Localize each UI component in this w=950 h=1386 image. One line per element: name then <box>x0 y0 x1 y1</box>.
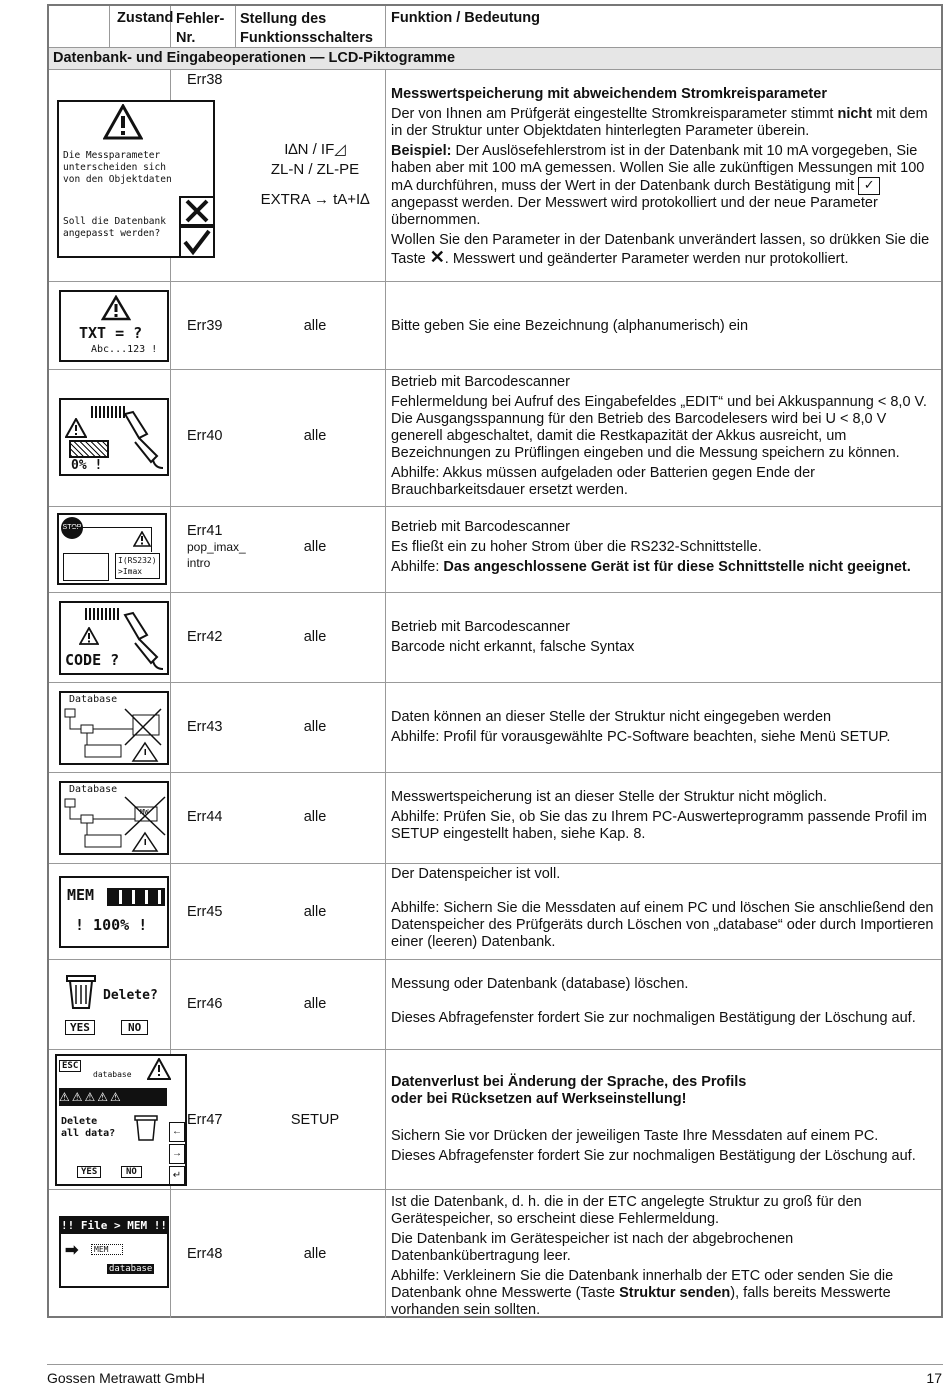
cancel-key[interactable] <box>179 196 215 226</box>
device-icon <box>63 553 109 581</box>
function-description: Messung oder Datenbank (database) löschen. Dieses Abfragefenster fordert Sie zur nochmaligen Bestätigung der Löschung auf. <box>391 976 916 1026</box>
function-description: Datenverlust bei Änderung der Sprache, des Profils oder bei Rücksetzen auf Werkseinstellung! Sichern Sie vor Drücken der jeweiligen Taste Ihre Messdaten auf einem PC. Dieses Abfragefenster fordert Sie zur nochmaligen Bestätigung der Löschung auf. <box>391 1074 916 1164</box>
error-number: Err47 <box>187 1112 223 1128</box>
right-arrow-key[interactable]: → <box>169 1144 185 1164</box>
error-table <box>47 4 943 1318</box>
lcd-pictogram: CODE ? <box>59 601 169 675</box>
lcd-pictogram: STOP I(RS232) >Imax <box>57 513 167 585</box>
tree-icon <box>61 795 167 853</box>
stop-icon: STOP <box>61 517 83 539</box>
col-state-header: Zustand <box>117 10 174 26</box>
lcd-pictogram: Database MW <box>59 781 169 855</box>
scanner-icon <box>117 410 167 470</box>
switch-position: alle <box>303 809 327 825</box>
check-icon: ✓ <box>858 177 880 195</box>
switch-position: alle <box>303 719 327 735</box>
esc-key[interactable]: ESC <box>59 1060 81 1072</box>
table-row <box>49 70 941 282</box>
switch-position: alle <box>303 1246 327 1262</box>
lcd-pictogram: Database <box>59 691 169 765</box>
yes-button[interactable]: YES <box>65 1020 95 1035</box>
switch-position: alle <box>303 629 327 645</box>
warning-icon <box>79 627 99 645</box>
error-number: Err42 <box>187 629 223 645</box>
function-description: Bitte geben Sie eine Bezeichnung (alphanumerisch) ein <box>391 318 749 334</box>
switch-position: alle <box>303 539 327 555</box>
lcd-pictogram: MEM ! 100% ! <box>59 876 169 948</box>
no-button[interactable]: NO <box>121 1166 142 1178</box>
switch-position: alle <box>303 318 327 334</box>
warning-strip: ⚠⚠⚠⚠⚠ <box>59 1088 167 1106</box>
switch-position: alle <box>303 996 327 1012</box>
lcd-pictogram: 0% ! <box>59 398 169 476</box>
enter-key[interactable]: ↵ <box>169 1166 185 1186</box>
lcd-pictogram: ESC database ⚠⚠⚠⚠⚠ Delete all data? YES NO ← → ↵ <box>55 1054 187 1186</box>
check-icon <box>181 228 213 256</box>
table-row <box>49 370 941 507</box>
table-header <box>49 6 941 48</box>
error-number: Err41 pop_imax_ intro <box>187 523 246 570</box>
lcd-pictogram: Die Messparameter unterscheiden sich von den Objektdaten Soll die Datenbank angepasst werden? <box>57 100 215 258</box>
trash-icon <box>63 970 99 1010</box>
function-description: Messwertspeicherung mit abweichendem Stromkreisparameter Der von Ihnen am Prüfgerät eingestellte Stromkreisparameter stimmt nicht mit dem in der Struktur unter Objektdaten hinterlegten Parameter überein. Beispiel: Der Auslösefehlerstrom ist in der Datenbank mit 10 mA vorgegeben, Sie haben aber mit 100 mA gemessen. Wollen Sie alle zukünftigen Messungen mit 100 mA durchführen, muss der Wert in der Datenbank durch Bestätigung mit ✓ angepasst werden. Der Messwert wird protokolliert und der neue Parameter übernommen. Wollen Sie den Parameter in der Datenbank unverändert lassen, so drükken Sie die Taste ✕. Messwert und geänderter Parameter werden nur protokolliert. <box>391 86 930 267</box>
function-description: Der Datenspeicher ist voll. Abhilfe: Sichern Sie die Messdaten auf einem PC und löschen Sie anschließend den Datenspeicher des Prüfgeräts durch Löschen von „database“ oder durch Importieren einer (leeren) Datenbank. <box>391 866 934 950</box>
section-title: Datenbank- und Eingabeoperationen — LCD-Piktogramme <box>49 48 941 70</box>
switch-position: SETUP <box>290 1112 340 1128</box>
switch-position: alle <box>303 904 327 920</box>
table-row <box>49 864 941 960</box>
error-number: Err45 <box>187 904 223 920</box>
scanner-icon <box>117 611 167 671</box>
tree-icon <box>61 705 167 763</box>
table-row <box>49 282 941 370</box>
function-description: Betrieb mit Barcodescanner Es fließt ein zu hoher Strom über die RS232-Schnittstelle. Abhilfe: Das angeschlossene Gerät ist für diese Schnittstelle nicht geeignet. <box>391 519 911 575</box>
error-number: Err38 <box>187 72 223 88</box>
error-number: Err40 <box>187 428 223 444</box>
yes-button[interactable]: YES <box>77 1166 101 1178</box>
warning-icon <box>103 104 143 140</box>
error-number: Err44 <box>187 809 223 825</box>
col-err-header: Fehler- Nr. <box>176 11 225 46</box>
table-row <box>49 960 941 1050</box>
table-row <box>49 593 941 683</box>
function-description: Messwertspeicherung ist an dieser Stelle der Struktur nicht möglich. Abhilfe: Prüfen Sie, ob Sie das zu Ihrem PC-Auswerteprogramm passende Profil im SETUP eingestellt haben, siehe Kap. 8. <box>391 789 927 842</box>
lcd-pictogram: !! File > MEM !! ➡ MEM database <box>59 1216 169 1288</box>
warning-icon <box>133 531 151 547</box>
memory-bar <box>107 888 165 906</box>
table-row <box>49 683 941 773</box>
barcode-icon <box>85 608 119 620</box>
col-switch-header: Stellung des Funktionsschalters <box>240 11 373 46</box>
error-number: Err48 <box>187 1246 223 1262</box>
page-number: 17 <box>926 1370 942 1386</box>
table-row <box>49 507 941 593</box>
left-arrow-key[interactable]: ← <box>169 1122 185 1142</box>
warning-icon <box>147 1058 171 1080</box>
function-description: Daten können an dieser Stelle der Struktur nicht eingegeben werden Abhilfe: Profil für vorausgewählte PC-Software beachten, siehe Menü SETUP. <box>391 709 891 745</box>
table-row <box>49 773 941 864</box>
error-number: Err46 <box>187 996 223 1012</box>
arrow-right-icon: ➡ <box>65 1242 79 1259</box>
switch-position: I∆N / IF◿ ZL-N / ZL-PE EXTRA → tA+I∆ <box>260 141 370 208</box>
x-icon: ✕ <box>429 247 445 267</box>
confirm-key[interactable] <box>179 226 215 258</box>
lcd-pictogram: TXT = ? Abc...123 ! <box>59 290 169 362</box>
col-function-header: Funktion / Bedeutung <box>391 10 541 26</box>
x-icon <box>181 198 213 224</box>
table-row <box>49 1050 941 1190</box>
function-description: Ist die Datenbank, d. h. die in der ETC angelegte Struktur zu groß für den Gerätespeicher, so erscheint diese Fehlermeldung. Die Datenbank im Gerätespeicher ist nach der abgebrochenen Datenbankübertragung leer. Abhilfe: Verkleinern Sie die Datenbank innerhalb der ETC oder senden Sie die Datenbank ohne Messwerte (Taste Struktur senden), falls bereits Messwerte vorhanden sein sollten. <box>391 1194 894 1318</box>
table-row <box>49 1190 941 1318</box>
trash-icon <box>133 1112 159 1142</box>
function-description: Betrieb mit Barcodescanner Fehlermeldung bei Aufruf des Eingabefeldes „EDIT“ und bei Akkuspannung < 8,0 V. Die Ausgangsspannung für den Betrieb des Barcodelesers wird bei U < 8,0 V generell abgeschaltet, damit die Restkapazität der Akkus ausreicht, um Bezeichnungen zu Prüflingen eingeben und die Messung speichern zu können. Abhilfe: Akkus müssen aufgeladen oder Batterien gegen Ende der Brauchbarkeitsdauer ersetzt werden. <box>391 374 927 498</box>
no-button[interactable]: NO <box>121 1020 148 1035</box>
function-description: Betrieb mit Barcodescanner Barcode nicht erkannt, falsche Syntax <box>391 619 635 655</box>
footer-company: Gossen Metrawatt GmbH <box>47 1370 205 1386</box>
footer-rule <box>47 1364 943 1365</box>
error-number: Err43 <box>187 719 223 735</box>
lcd-pictogram: Delete? YES NO <box>59 968 169 1040</box>
battery-icon <box>69 440 109 458</box>
error-number: Err39 <box>187 318 223 334</box>
warning-icon <box>101 295 131 321</box>
switch-position: alle <box>303 428 327 444</box>
warning-icon <box>65 418 87 438</box>
